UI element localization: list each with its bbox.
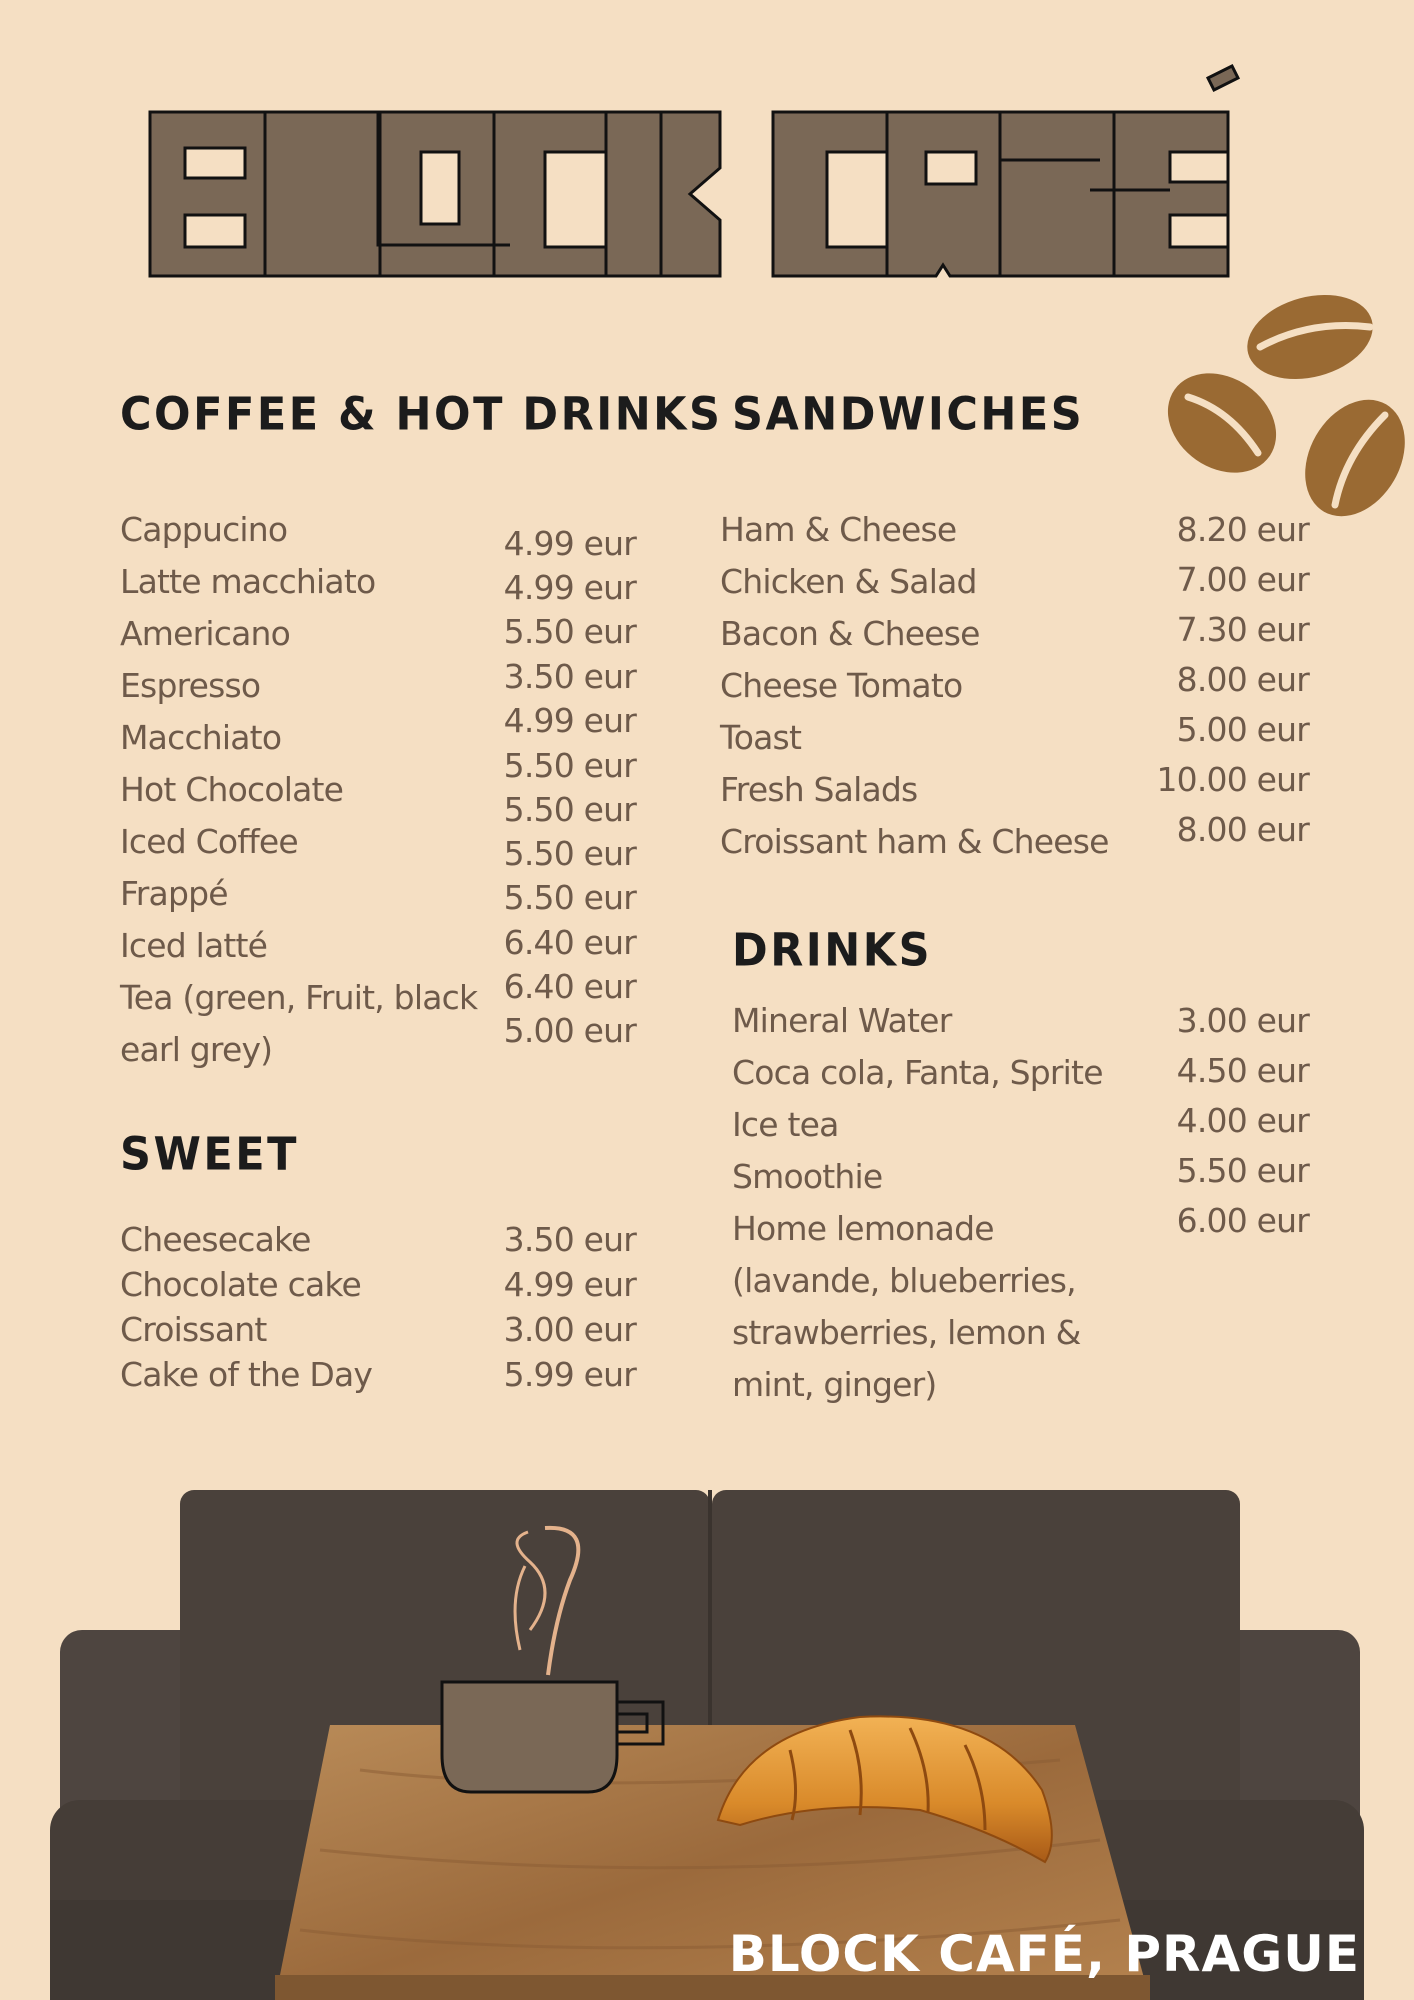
list-item: Home lemonade — [732, 1209, 994, 1248]
list-item: Macchiato — [120, 718, 282, 757]
price: 5.50 eur — [1176, 1151, 1309, 1190]
list-item: Coca cola, Fanta, Sprite — [732, 1053, 1103, 1092]
list-item: Americano — [120, 614, 291, 653]
list-item: Cheese Tomato — [720, 666, 963, 705]
list-item: Croissant — [120, 1310, 267, 1349]
logo-block-cafe — [140, 60, 1250, 290]
price: 4.50 eur — [1176, 1051, 1309, 1090]
list-item: Iced Coffee — [120, 822, 298, 861]
list-item: strawberries, lemon & — [732, 1313, 1081, 1352]
price: 6.40 eur — [503, 923, 636, 962]
list-item: Hot Chocolate — [120, 770, 344, 809]
price: 3.50 eur — [503, 657, 636, 696]
price: 8.00 eur — [1176, 810, 1309, 849]
price: 7.30 eur — [1176, 610, 1309, 649]
price: 3.00 eur — [503, 1310, 636, 1349]
list-item: Ice tea — [732, 1105, 839, 1144]
price: 5.50 eur — [503, 834, 636, 873]
list-item: Cheesecake — [120, 1220, 311, 1259]
price: 4.00 eur — [1176, 1101, 1309, 1140]
price: 5.50 eur — [503, 612, 636, 651]
list-item: Croissant ham & Cheese — [720, 822, 1109, 861]
price: 4.99 eur — [503, 1265, 636, 1304]
price: 4.99 eur — [503, 568, 636, 607]
list-item: Chicken & Salad — [720, 562, 977, 601]
cafe-scene — [0, 1470, 1414, 2000]
price: 3.50 eur — [503, 1220, 636, 1259]
sweet-heading: SWEET — [120, 1128, 299, 1181]
price: 5.99 eur — [503, 1355, 636, 1394]
price: 5.50 eur — [503, 746, 636, 785]
price: 7.00 eur — [1176, 560, 1309, 599]
list-item: Fresh Salads — [720, 770, 918, 809]
list-item: Espresso — [120, 666, 261, 705]
list-item: mint, ginger) — [732, 1365, 937, 1404]
list-item: Cappucino — [120, 510, 288, 549]
price: 6.40 eur — [503, 967, 636, 1006]
list-item: Bacon & Cheese — [720, 614, 980, 653]
coffee-beans-icon — [1160, 285, 1414, 525]
price: 5.50 eur — [503, 878, 636, 917]
price: 3.00 eur — [1176, 1001, 1309, 1040]
list-item: (lavande, blueberries, — [732, 1261, 1076, 1300]
list-item: earl grey) — [120, 1030, 273, 1069]
price: 4.99 eur — [503, 701, 636, 740]
price: 6.00 eur — [1176, 1201, 1309, 1240]
list-item: Mineral Water — [732, 1001, 952, 1040]
price: 10.00 eur — [1156, 760, 1309, 799]
price: 4.99 eur — [503, 524, 636, 563]
list-item: Cake of the Day — [120, 1355, 373, 1394]
list-item: Iced latté — [120, 926, 268, 965]
price: 5.00 eur — [503, 1011, 636, 1050]
list-item: Ham & Cheese — [720, 510, 957, 549]
list-item: Tea (green, Fruit, black — [120, 978, 478, 1017]
price: 5.00 eur — [1176, 710, 1309, 749]
price: 8.00 eur — [1176, 660, 1309, 699]
list-item: Frappé — [120, 874, 228, 913]
footer-label: BLOCK CAFÉ, PRAGUE — [728, 1925, 1360, 1983]
price: 5.50 eur — [503, 790, 636, 829]
list-item: Toast — [720, 718, 802, 757]
list-item: Latte macchiato — [120, 562, 376, 601]
price: 8.20 eur — [1176, 510, 1309, 549]
list-item: Chocolate cake — [120, 1265, 362, 1304]
drinks-heading: DRINKS — [732, 924, 933, 977]
sandwiches-heading: SANDWICHES — [732, 388, 1085, 441]
list-item: Smoothie — [732, 1157, 883, 1196]
coffee-heading: COFFEE & HOT DRINKS — [120, 388, 723, 441]
